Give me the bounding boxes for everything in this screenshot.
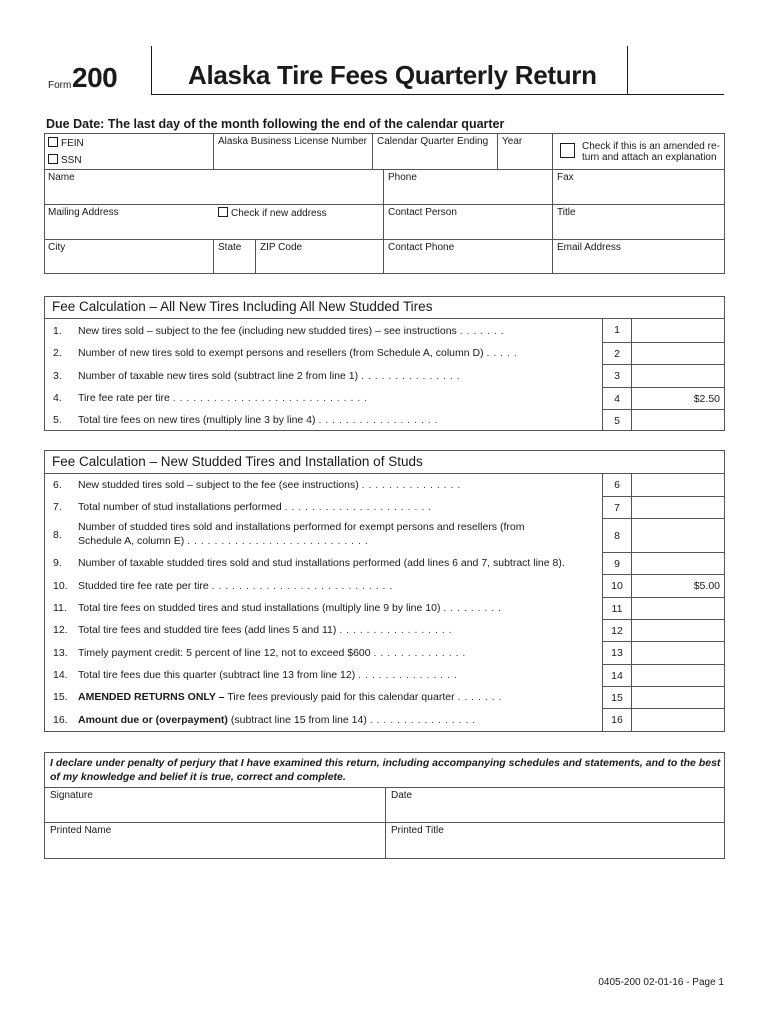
declaration-statement: I declare under penalty of perjury that I have examined this return, including accompanying schedules and statements, and to the best of my knowledge and belief it is true, correct and complete.: [50, 757, 721, 783]
fein-option[interactable]: [48, 137, 84, 149]
line-number: 11.: [53, 602, 67, 614]
line-amount-input[interactable]: [631, 641, 725, 664]
line-box-number: 9: [602, 552, 631, 574]
line-box-number: 2: [602, 342, 631, 364]
line-number: 13.: [53, 647, 68, 659]
new-address-option[interactable]: [218, 207, 327, 219]
line-amount-input[interactable]: [631, 364, 725, 387]
date-field[interactable]: Date: [391, 790, 413, 801]
signature-field[interactable]: Signature: [50, 790, 93, 801]
business-license-field[interactable]: Alaska Business License Number: [218, 136, 367, 147]
fein-checkbox[interactable]: [48, 137, 58, 147]
line-description: Tire fee rate per tire . . . . . . . . . . . . . . . . . . . . . . . . . . . . .: [78, 392, 368, 404]
fee-line-15: [44, 686, 725, 708]
fax-field[interactable]: Fax: [557, 172, 574, 183]
divider: [552, 133, 553, 169]
line-description: Total tire fees on studded tires and stud installations (multiply line 9 by line 10) . . . . . . . . .: [78, 602, 502, 614]
state-field[interactable]: State: [218, 242, 242, 253]
line-amount-input[interactable]: [631, 597, 725, 619]
divider: [213, 239, 214, 274]
line-description: Total tire fees on new tires (multiply line 3 by line 4) . . . . . . . . . . . . . . . . . .: [78, 414, 439, 426]
line-box-number: 11: [602, 597, 631, 619]
line-box-number: 12: [602, 619, 631, 641]
city-field[interactable]: City: [48, 242, 66, 253]
line-box-number: 16: [602, 708, 631, 731]
row-divider: [44, 204, 725, 205]
fee-line-14: [44, 664, 725, 686]
section-title-new-tires: Fee Calculation – All New Tires Including All New Studded Tires: [52, 299, 433, 314]
printed-title-field[interactable]: Printed Title: [391, 825, 444, 836]
zip-code-field[interactable]: ZIP Code: [260, 242, 303, 253]
line-box-number: 10: [602, 574, 631, 597]
line-box-number: 5: [602, 409, 631, 431]
email-address-field[interactable]: Email Address: [557, 242, 621, 253]
line-amount-input[interactable]: [631, 552, 725, 574]
line-box-number: 8: [602, 518, 631, 552]
fee-line-6: [44, 474, 725, 496]
fee-line-1: [44, 319, 725, 342]
divider: [552, 169, 553, 274]
line-description: New tires sold – subject to the fee (including new studded tires) – see instructions . . . . . . .: [78, 325, 505, 337]
quarter-ending-field[interactable]: Calendar Quarter Ending: [377, 136, 489, 147]
contact-phone-field[interactable]: Contact Phone: [388, 242, 455, 253]
line-description: Timely payment credit: 5 percent of line 12, not to exceed $600 . . . . . . . . . . . . . .: [78, 647, 466, 659]
fee-line-16: [44, 708, 725, 731]
line-box-number: 1: [602, 319, 631, 342]
line-box-number: 14: [602, 664, 631, 686]
ssn-checkbox[interactable]: [48, 154, 58, 164]
name-field[interactable]: Name: [48, 172, 75, 183]
header-divider-right: [627, 46, 628, 95]
form-title: Alaska Tire Fees Quarterly Return: [188, 60, 597, 90]
line-amount-input[interactable]: $2.50: [631, 387, 725, 409]
line-number: 16.: [53, 714, 68, 726]
line-box-number: 13: [602, 641, 631, 664]
fein-label: FEIN: [61, 138, 84, 149]
line-number: 14.: [53, 669, 68, 681]
line-description: Number of studded tires sold and installations performed for exempt persons and resellers (from Schedule A, column E) . . . . . . . . . . . . . . . . . . . . . . . . . . .: [78, 521, 525, 547]
mailing-address-field[interactable]: Mailing Address: [48, 207, 119, 218]
line-description: Number of taxable studded tires sold and stud installations performed (add lines 6 and 7, subtract line 8).: [78, 557, 565, 569]
new-address-label: Check if new address: [231, 208, 327, 219]
divider: [213, 133, 214, 169]
header-rule: [152, 94, 724, 95]
fee-line-13: [44, 641, 725, 664]
line-description: New studded tires sold – subject to the fee (see instructions) . . . . . . . . . . . . . . .: [78, 479, 461, 491]
line-box-number: 7: [602, 496, 631, 518]
line-number: 5.: [53, 414, 62, 426]
form-label: Form: [48, 80, 72, 91]
line-number: 2.: [53, 347, 62, 359]
line-amount-input[interactable]: $5.00: [631, 574, 725, 597]
line-number: 3.: [53, 370, 62, 382]
due-date: Due Date: The last day of the month following the end of the calendar quarter: [46, 117, 505, 131]
line-number: 9.: [53, 557, 62, 569]
fee-line-10: [44, 574, 725, 597]
line-box-number: 6: [602, 474, 631, 496]
printed-name-field[interactable]: Printed Name: [50, 825, 112, 836]
fee-line-7: [44, 496, 725, 518]
fee-line-8: [44, 518, 725, 552]
line-description: Total tire fees due this quarter (subtract line 13 from line 12) . . . . . . . . . . . . . . .: [78, 669, 458, 681]
row-divider: [44, 822, 725, 823]
line-description: Number of taxable new tires sold (subtract line 2 from line 1) . . . . . . . . . . . . . . .: [78, 370, 461, 382]
row-divider: [44, 239, 725, 240]
section-title-studded-tires: Fee Calculation – New Studded Tires and Installation of Studs: [52, 454, 423, 469]
fee-line-9: [44, 552, 725, 574]
line-amount-input[interactable]: [631, 409, 725, 431]
line-box-number: 3: [602, 364, 631, 387]
line-number: 10.: [53, 580, 68, 592]
divider: [385, 787, 386, 859]
phone-field[interactable]: Phone: [388, 172, 417, 183]
line-amount-input[interactable]: [631, 496, 725, 518]
line-amount-input[interactable]: [631, 474, 725, 496]
divider: [497, 133, 498, 169]
line-amount-input[interactable]: [631, 518, 725, 552]
line-amount-input[interactable]: [631, 342, 725, 364]
line-description: Total tire fees and studded tire fees (add lines 5 and 11) . . . . . . . . . . . . . . . . .: [78, 624, 453, 636]
fee-line-12: [44, 619, 725, 641]
divider: [383, 169, 384, 274]
line-box-number: 15: [602, 686, 631, 708]
line-amount-input[interactable]: [631, 664, 725, 686]
line-number: 12.: [53, 624, 68, 636]
line-number: 7.: [53, 501, 62, 513]
fee-line-2: [44, 342, 725, 364]
fee-line-3: [44, 364, 725, 387]
fee-line-11: [44, 597, 725, 619]
amended-return-checkbox[interactable]: [560, 143, 575, 158]
row-divider: [44, 169, 725, 170]
line-amount-input[interactable]: [631, 708, 725, 731]
line-number: 4.: [53, 392, 62, 404]
line-description: Total number of stud installations performed . . . . . . . . . . . . . . . . . . . . . .: [78, 501, 432, 513]
line-amount-input[interactable]: [631, 619, 725, 641]
line-number: 6.: [53, 479, 62, 491]
form-number: 200: [72, 62, 118, 93]
new-address-checkbox[interactable]: [218, 207, 228, 217]
header-divider-left: [151, 46, 152, 95]
line-box-number: 4: [602, 387, 631, 409]
divider: [372, 133, 373, 169]
page-footer: 0405-200 02-01-16 - Page 1: [598, 977, 724, 988]
amended-return-label: Check if this is an amended re- turn and attach an explanation: [582, 141, 720, 163]
ssn-option[interactable]: [48, 154, 82, 166]
line-description: Studded tire fee rate per tire . . . . . . . . . . . . . . . . . . . . . . . . . . .: [78, 580, 393, 592]
line-number: 1.: [53, 325, 62, 337]
line-description: Amount due or (overpayment) (subtract line 15 from line 14) . . . . . . . . . . . . . . . .: [78, 714, 476, 726]
line-description: AMENDED RETURNS ONLY – Tire fees previously paid for this calendar quarter . . . . . . .: [78, 691, 502, 703]
fee-line-4: [44, 387, 725, 409]
line-number: 8.: [53, 529, 62, 541]
ssn-label: SSN: [61, 155, 82, 166]
fee-line-5: [44, 409, 725, 431]
contact-person-field[interactable]: Contact Person: [388, 207, 457, 218]
line-description: Number of new tires sold to exempt persons and resellers (from Schedule A, column D) . . . . .: [78, 347, 518, 359]
divider: [255, 239, 256, 274]
line-amount-input[interactable]: [631, 319, 725, 342]
year-field[interactable]: Year: [502, 136, 523, 147]
title-field[interactable]: Title: [557, 207, 576, 218]
line-amount-input[interactable]: [631, 686, 725, 708]
line-number: 15.: [53, 691, 68, 703]
